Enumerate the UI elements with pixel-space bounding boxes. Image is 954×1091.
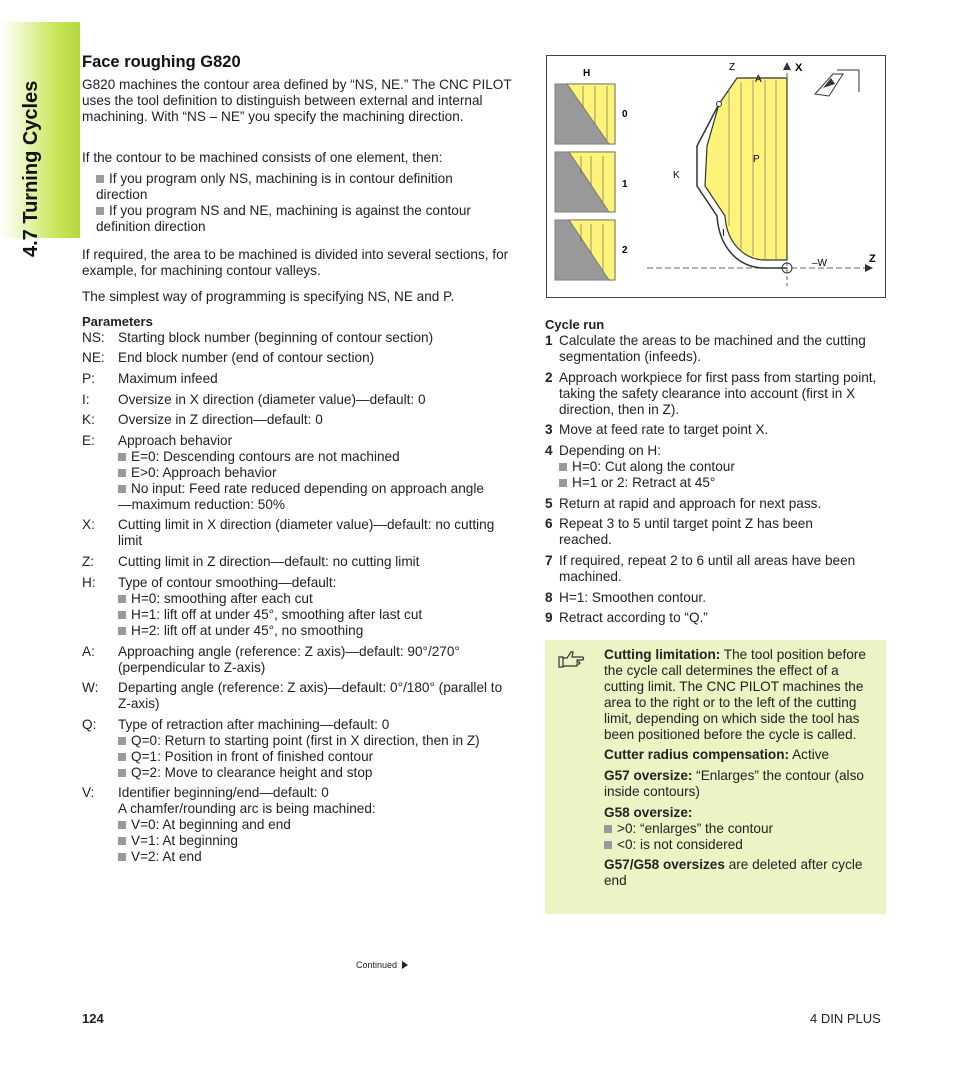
param-key: E: [82,433,95,448]
z-arrow-icon [865,264,873,272]
note-box [545,640,886,914]
param-key: NE: [82,350,105,365]
chapter-title: 4.7 Turning Cycles [20,80,42,257]
simplest-paragraph: The simplest way of programming is specifying NS, NE and P. [82,289,455,304]
rule-item: If you program NS and NE, machining is against the contour definition direction [96,203,471,234]
param-sub-item: E>0: Approach behavior [118,465,518,481]
main-contour-area [697,78,787,268]
param-key: K: [82,412,95,427]
step-sub-item: H=0: Cut along the contour [559,459,879,475]
step-number: 2 [545,370,553,385]
param-desc: Type of contour smoothing—default: [118,575,337,590]
z-limit-label: Z [729,62,736,73]
bullet-square-icon [118,769,126,777]
bullet-square-icon [118,611,126,619]
start-point [717,102,722,107]
bullet-square-icon [118,469,126,477]
x-axis-label: X [795,62,803,74]
param-sub-item: V=0: At beginning and end [118,817,518,833]
smoothing-h1-panel [555,152,615,212]
step-number: 7 [545,553,553,568]
bullet-square-icon [118,453,126,461]
footer-chapter: 4 DIN PLUS [810,1011,881,1026]
param-desc-line: A chamfer/rounding arc is being machined: [118,801,376,816]
param-desc: Type of retraction after machining—default: 0 [118,717,390,732]
param-desc: Departing angle (reference: Z axis)—default: 0°/180° (parallel to Z-axis) [118,680,503,711]
g58-heading: G58 oversize: [604,805,693,820]
bullet-square-icon [118,821,126,829]
smoothing-h0-panel [555,84,615,144]
step-number: 1 [545,333,553,348]
step-text: Calculate the areas to be machined and the cutting segmentation (infeeds). [559,333,866,364]
page-title: Face roughing G820 [82,53,241,71]
param-sub-item: No input: Feed rate reduced depending on approach angle—maximum reduction: 50% [118,481,484,512]
param-desc: Oversize in X direction (diameter value)—default: 0 [118,392,426,407]
step-number: 6 [545,516,553,531]
param-sub-item: V=1: At beginning [118,833,518,849]
arrow-right-icon [402,961,408,969]
step-text: Depending on H: [559,443,662,458]
step-text: Retract according to “Q.” [559,610,708,625]
h-label: H [583,68,591,79]
param-desc: Identifier beginning/end—default: 0 [118,785,329,800]
bullet-square-icon [118,485,126,493]
bullet-square-icon [96,175,104,183]
z-axis-label: Z [869,253,876,265]
bullet-square-icon [559,463,567,471]
chapter-tab [0,22,80,257]
param-sub-item: E=0: Descending contours are not machined [118,449,518,465]
oversize-k-label: K [673,170,680,181]
single-element-intro: If the contour to be machined consists of one element, then: [82,150,443,165]
param-sub-item: H=2: lift off at under 45°, no smoothing [118,623,518,639]
step-number: 5 [545,496,553,511]
param-sub-item: Q=0: Return to starting point (first in X direction, then in Z) [118,733,538,749]
step-number: 3 [545,422,553,437]
bullet-square-icon [559,479,567,487]
cutting-limitation-note: Cutting limitation: The tool position before the cycle call determines the effect of a cutting limit. The CNC PILOT machines the area to the right or to the left of the cutting limit, depending on which side the tool has been positioned before the cycle is called. [604,647,866,742]
cycle-figure [546,55,886,298]
param-desc: Cutting limit in X direction (diameter value)—default: no cutting limit [118,517,495,548]
cycle-run-heading: Cycle run [545,317,605,332]
g58-sub-item: <0: is not considered [604,837,879,853]
param-key: NS: [82,330,105,345]
oversize-i-label: I [722,228,725,239]
param-key: P: [82,371,95,386]
param-sub-item: H=0: smoothing after each cut [118,591,518,607]
param-desc: End block number (end of contour section) [118,350,375,365]
param-desc: Approaching angle (reference: Z axis)—default: 90°/270° (perpendicular to Z-axis) [118,644,460,675]
bullet-square-icon [118,627,126,635]
param-sub-item: H=1: lift off at under 45°, smoothing after last cut [118,607,518,623]
param-desc: Starting block number (beginning of contour section) [118,330,434,345]
sections-paragraph: If required, the area to be machined is divided into several sections, for example, for machining contour valleys. [82,247,509,278]
step-text: H=1: Smoothen contour. [559,590,706,605]
param-desc: Approach behavior [118,433,233,448]
param-key: W: [82,680,99,695]
oversize-deleted-note: G57/G58 oversizes are deleted after cycle end [604,857,863,888]
bullet-square-icon [118,595,126,603]
smoothing-h2-panel [555,220,615,280]
bullet-square-icon [604,825,612,833]
intro-paragraph: G820 machines the contour area defined by “NS, NE.” The CNC PILOT uses the tool definition to distinguish between external and internal machining. With “NS – NE” you specify the machining direction. [82,77,512,124]
step-sub-item: H=1 or 2: Retract at 45° [559,475,879,491]
cutter-radius-note: Cutter radius compensation: Active [604,747,830,762]
param-desc: Oversize in Z direction—default: 0 [118,412,323,427]
x-arrow-icon [783,62,791,70]
step-number: 9 [545,610,553,625]
g57-note: G57 oversize: “Enlarges” the contour (also inside contours) [604,768,864,799]
rule-item: If you program only NS, machining is in contour definition direction [96,171,453,202]
face-roughing-diagram [547,56,885,297]
h2-label: 2 [622,245,628,256]
step-number: 4 [545,443,553,458]
param-key: Z: [82,554,95,569]
parameters-heading: Parameters [82,314,153,329]
param-desc: Cutting limit in Z direction—default: no cutting limit [118,554,420,569]
bullet-square-icon [96,207,104,215]
step-number: 8 [545,590,553,605]
param-sub-item: Q=1: Position in front of finished contour [118,749,518,765]
infeed-p-label: P [753,154,760,165]
step-text: If required, repeat 2 to 6 until all areas have been machined. [559,553,856,584]
note-content [604,647,879,889]
g58-sub-item: >0: “enlarges” the contour [604,821,879,837]
param-key: Q: [82,717,97,732]
param-sub-item: Q=2: Move to clearance height and stop [118,765,518,781]
cutting-tool-icon [815,70,859,96]
left-column [82,53,522,72]
h1-label: 1 [622,179,628,190]
param-key: I: [82,392,90,407]
continued-link[interactable]: Continued [356,960,408,970]
param-key: A: [82,644,95,659]
param-key: X: [82,517,95,532]
h0-label: 0 [622,109,628,120]
angle-a-label: A [755,74,762,85]
param-desc: Maximum infeed [118,371,218,386]
bullet-square-icon [118,837,126,845]
param-key: H: [82,575,96,590]
param-sub-item: V=2: At end [118,849,518,865]
page-number: 124 [82,1011,104,1026]
step-text: Approach workpiece for first pass from starting point, taking the safety clearance into account (first in X direction, then in Z). [559,370,877,417]
step-text: Return at rapid and approach for next pass. [559,496,822,511]
angle-w-label: –W [812,258,827,269]
param-key: V: [82,785,95,800]
bullet-square-icon [118,853,126,861]
step-text: Move at feed rate to target point X. [559,422,769,437]
step-text: Repeat 3 to 5 until target point Z has been reached. [559,516,813,547]
bullet-square-icon [118,753,126,761]
pointing-hand-icon [557,648,585,670]
bullet-square-icon [604,841,612,849]
bullet-square-icon [118,737,126,745]
